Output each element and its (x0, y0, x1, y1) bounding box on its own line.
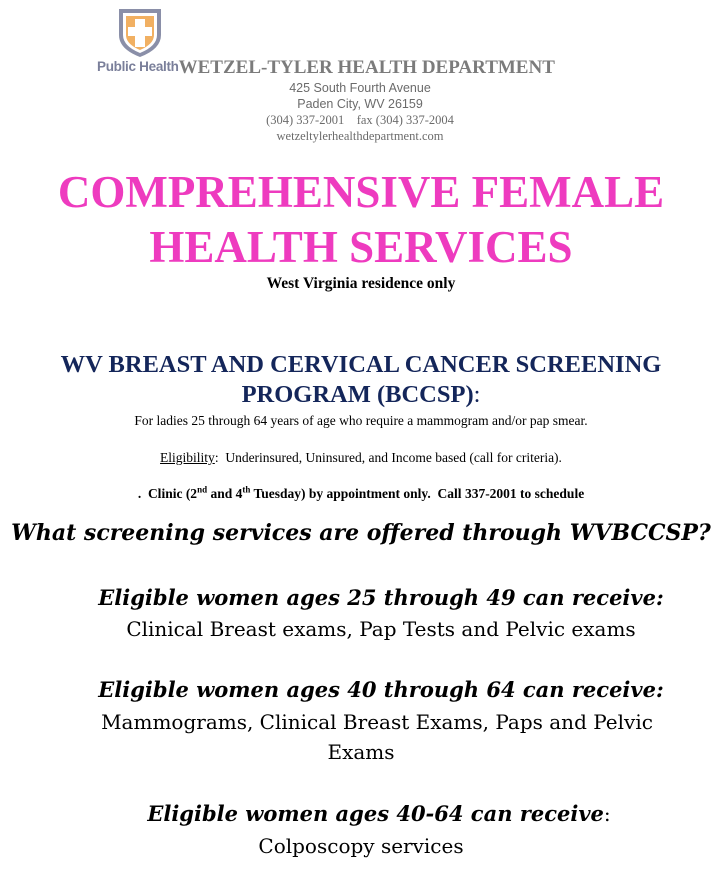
public-health-cross-shield-icon (113, 5, 167, 59)
program-heading-line1: WV BREAST AND CERVICAL CANCER SCREENING (60, 351, 662, 378)
group1-heading (20, 585, 722, 610)
address-street: 425 South Fourth Avenue (289, 81, 431, 95)
eligibility-label: Eligibility (160, 450, 215, 465)
organization-header (97, 57, 555, 79)
group3-services (0, 834, 722, 858)
group3-heading (18, 801, 722, 826)
website: wetzeltylerhealthdepartment.com (276, 129, 444, 143)
group1-services (20, 617, 722, 641)
program-audience: For ladies 25 through 64 years of age who require a mammogram and/or pap smear. (134, 413, 588, 428)
group1-services-text: Clinical Breast exams, Pap Tests and Pelvic exams (126, 617, 636, 641)
address-city: Paden City, WV 26159 (297, 97, 423, 111)
group3-heading-text: Eligible women ages 40-64 can receive (147, 801, 604, 826)
clinic-text-mid: and 4 (207, 486, 243, 501)
group2-services-line2 (0, 740, 722, 764)
group1-heading-text: Eligible women ages 25 through 49 can receive: (98, 585, 664, 610)
page-title-line1: COMPREHENSIVE FEMALE (57, 167, 665, 217)
eligibility-text: : Underinsured, Uninsured, and Income based (call for criteria). (214, 450, 562, 465)
clinic-text-post: Tuesday) by appointment only. Call 337-2001 to schedule (250, 486, 585, 501)
group2-services-text1: Mammograms, Clinical Breast Exams, Paps and Pelvic (101, 710, 653, 734)
group3-heading-colon: : (603, 802, 611, 826)
clinic-sup-th: th (242, 484, 251, 495)
clinic-schedule (0, 486, 722, 502)
group2-heading (20, 677, 722, 702)
eligibility-line (0, 450, 722, 466)
program-heading-text: PROGRAM (BCCSP) (241, 381, 474, 408)
public-health-wordmark: Public Health (97, 59, 179, 74)
clinic-text-pre: . Clinic (2 (137, 486, 198, 501)
page-title-line2: HEALTH SERVICES (149, 222, 573, 272)
clinic-sup-nd: nd (197, 484, 208, 495)
group2-heading-text: Eligible women ages 40 through 64 can receive: (98, 677, 664, 702)
group2-services-text2: Exams (327, 740, 395, 764)
phone-fax-text: (304) 337-2001 fax (304) 337-2004 (266, 113, 454, 127)
group3-services-text: Colposcopy services (258, 834, 464, 858)
program-heading-line2 (0, 380, 722, 410)
organization-name: WETZEL-TYLER HEALTH DEPARTMENT (178, 57, 555, 78)
phone-fax (150, 112, 570, 128)
group2-services-line1 (16, 710, 722, 734)
residency-note: West Virginia residence only (266, 275, 456, 292)
services-question: What screening services are offered through WVBCCSP? (11, 520, 711, 546)
program-heading-colon: : (473, 381, 481, 408)
